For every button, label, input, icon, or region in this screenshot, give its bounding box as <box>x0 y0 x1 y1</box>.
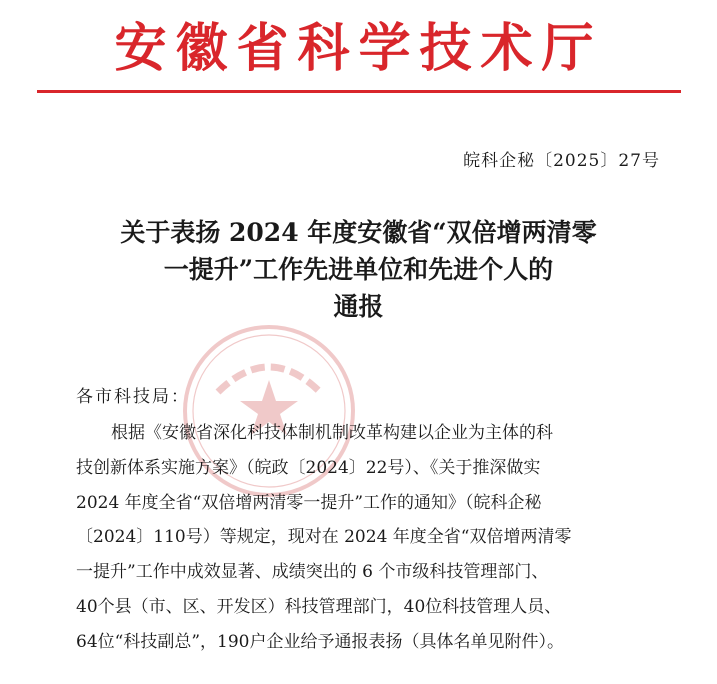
issuer-masthead: 安徽省科学技术厅 <box>114 18 603 79</box>
body-line: 根据《安徽省深化科技体制机制改革构建以企业为主体的科 <box>111 423 553 443</box>
body-paragraph <box>76 416 688 660</box>
salutation: 各市科技局： <box>76 387 190 407</box>
red-divider-line <box>37 90 681 93</box>
document-number: 皖科企秘〔2025〕27号 <box>463 151 660 171</box>
title-line-3: 通报 <box>333 292 384 321</box>
body-line: 64位“科技副总”，190户企业给予通报表扬（具体名单见附件）。 <box>76 631 564 652</box>
body-line: 40个县（市、区、开发区）科技管理部门，40位科技管理人员、 <box>76 596 562 617</box>
body-line: 〔2024〕110号）等规定，现对在 2024 年度全省“双倍增两清零 <box>76 527 572 548</box>
title-line-2: 一提升”工作先进单位和先进个人的 <box>163 255 554 284</box>
body-line: 2024 年度全省“双倍增两清零一提升”工作的通知》（皖科企秘 <box>76 492 542 513</box>
body-line: 一提升”工作中成效显著、成绩突出的 6 个市级科技管理部门、 <box>76 562 549 583</box>
body-line: 技创新体系实施方案》（皖政〔2024〕22号）、《关于推深做实 <box>76 457 541 478</box>
document-title <box>0 214 717 325</box>
title-line-1: 关于表扬 2024 年度安徽省“双倍增两清零 <box>120 218 597 247</box>
